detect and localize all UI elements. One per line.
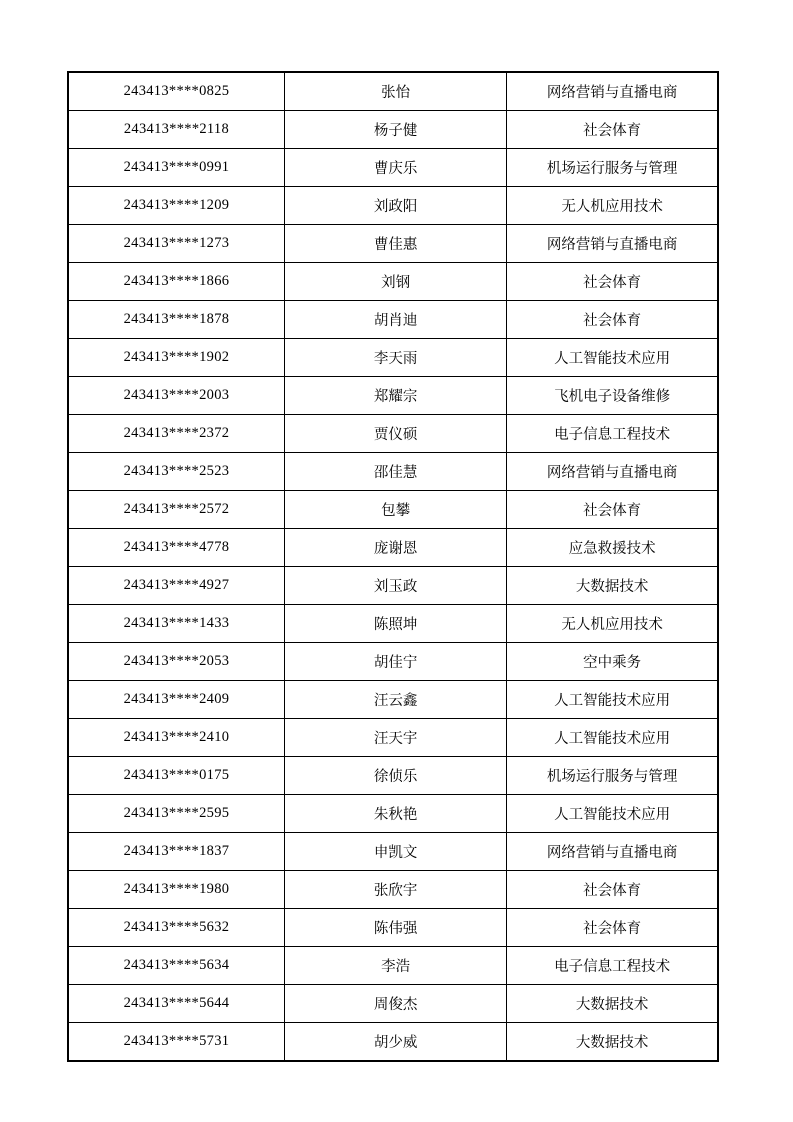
candidate-id-cell: 243413****2003 — [68, 377, 284, 415]
candidate-name-cell: 杨子健 — [284, 111, 506, 149]
candidate-name-cell: 申凯文 — [284, 833, 506, 871]
table-row — [68, 187, 718, 225]
candidate-name-cell: 曹庆乐 — [284, 149, 506, 187]
admitted-major-cell: 无人机应用技术 — [507, 187, 718, 225]
candidate-name-cell: 陈伟强 — [284, 909, 506, 947]
candidate-id-cell: 243413****1433 — [68, 605, 284, 643]
admission-roster-table — [67, 71, 719, 1062]
candidate-name-cell: 胡佳宁 — [284, 643, 506, 681]
admitted-major-cell: 人工智能技术应用 — [507, 339, 718, 377]
candidate-id-cell: 243413****0991 — [68, 149, 284, 187]
candidate-id-cell: 243413****2595 — [68, 795, 284, 833]
admitted-major-cell: 无人机应用技术 — [507, 605, 718, 643]
table-row — [68, 263, 718, 301]
admitted-major-cell: 人工智能技术应用 — [507, 795, 718, 833]
admitted-major-cell: 电子信息工程技术 — [507, 947, 718, 985]
table-row — [68, 567, 718, 605]
admitted-major-cell: 社会体育 — [507, 301, 718, 339]
candidate-id-cell: 243413****5632 — [68, 909, 284, 947]
candidate-id-cell: 243413****5644 — [68, 985, 284, 1023]
table-row — [68, 491, 718, 529]
admitted-major-cell: 机场运行服务与管理 — [507, 757, 718, 795]
candidate-name-cell: 张怡 — [284, 72, 506, 111]
candidate-name-cell: 邵佳慧 — [284, 453, 506, 491]
candidate-name-cell: 胡少威 — [284, 1023, 506, 1062]
candidate-id-cell: 243413****1209 — [68, 187, 284, 225]
candidate-name-cell: 徐侦乐 — [284, 757, 506, 795]
candidate-id-cell: 243413****1980 — [68, 871, 284, 909]
table-row — [68, 757, 718, 795]
candidate-name-cell: 贾仪硕 — [284, 415, 506, 453]
admitted-major-cell: 社会体育 — [507, 263, 718, 301]
admitted-major-cell: 大数据技术 — [507, 567, 718, 605]
candidate-name-cell: 包攀 — [284, 491, 506, 529]
candidate-id-cell: 243413****4927 — [68, 567, 284, 605]
candidate-id-cell: 243413****2572 — [68, 491, 284, 529]
candidate-name-cell: 张欣宇 — [284, 871, 506, 909]
candidate-id-cell: 243413****2053 — [68, 643, 284, 681]
table-row — [68, 301, 718, 339]
table-row — [68, 909, 718, 947]
candidate-name-cell: 刘政阳 — [284, 187, 506, 225]
candidate-id-cell: 243413****2523 — [68, 453, 284, 491]
admitted-major-cell: 机场运行服务与管理 — [507, 149, 718, 187]
candidate-name-cell: 胡肖迪 — [284, 301, 506, 339]
admitted-major-cell: 人工智能技术应用 — [507, 719, 718, 757]
table-row — [68, 605, 718, 643]
candidate-id-cell: 243413****5731 — [68, 1023, 284, 1062]
admitted-major-cell: 网络营销与直播电商 — [507, 225, 718, 263]
table-row — [68, 111, 718, 149]
candidate-name-cell: 朱秋艳 — [284, 795, 506, 833]
candidate-name-cell: 周俊杰 — [284, 985, 506, 1023]
candidate-id-cell: 243413****4778 — [68, 529, 284, 567]
candidate-name-cell: 庞谢恩 — [284, 529, 506, 567]
candidate-id-cell: 243413****2118 — [68, 111, 284, 149]
table-row — [68, 377, 718, 415]
table-row — [68, 833, 718, 871]
candidate-id-cell: 243413****1837 — [68, 833, 284, 871]
candidate-id-cell: 243413****1878 — [68, 301, 284, 339]
admitted-major-cell: 社会体育 — [507, 491, 718, 529]
table-row — [68, 72, 718, 111]
candidate-name-cell: 曹佳惠 — [284, 225, 506, 263]
table-row — [68, 225, 718, 263]
admitted-major-cell: 网络营销与直播电商 — [507, 833, 718, 871]
admitted-major-cell: 大数据技术 — [507, 1023, 718, 1062]
table-row — [68, 149, 718, 187]
table-row — [68, 643, 718, 681]
candidate-id-cell: 243413****1902 — [68, 339, 284, 377]
admitted-major-cell: 应急救援技术 — [507, 529, 718, 567]
admitted-major-cell: 人工智能技术应用 — [507, 681, 718, 719]
candidate-name-cell: 李浩 — [284, 947, 506, 985]
candidate-name-cell: 汪云鑫 — [284, 681, 506, 719]
table-row — [68, 947, 718, 985]
table-row — [68, 795, 718, 833]
table-row — [68, 719, 718, 757]
candidate-name-cell: 刘钢 — [284, 263, 506, 301]
table-body — [68, 72, 718, 1061]
table-row — [68, 681, 718, 719]
candidate-id-cell: 243413****1273 — [68, 225, 284, 263]
admitted-major-cell: 网络营销与直播电商 — [507, 72, 718, 111]
candidate-id-cell: 243413****1866 — [68, 263, 284, 301]
candidate-name-cell: 李天雨 — [284, 339, 506, 377]
admitted-major-cell: 电子信息工程技术 — [507, 415, 718, 453]
candidate-name-cell: 汪天宇 — [284, 719, 506, 757]
admitted-major-cell: 社会体育 — [507, 871, 718, 909]
table-row — [68, 1023, 718, 1062]
candidate-name-cell: 郑耀宗 — [284, 377, 506, 415]
candidate-id-cell: 243413****5634 — [68, 947, 284, 985]
table-row — [68, 339, 718, 377]
candidate-id-cell: 243413****0825 — [68, 72, 284, 111]
candidate-id-cell: 243413****2409 — [68, 681, 284, 719]
table-row — [68, 453, 718, 491]
admitted-major-cell: 社会体育 — [507, 909, 718, 947]
admitted-major-cell: 社会体育 — [507, 111, 718, 149]
admitted-major-cell: 飞机电子设备维修 — [507, 377, 718, 415]
candidate-name-cell: 陈照坤 — [284, 605, 506, 643]
admitted-major-cell: 空中乘务 — [507, 643, 718, 681]
candidate-id-cell: 243413****2410 — [68, 719, 284, 757]
table-row — [68, 871, 718, 909]
table-row — [68, 529, 718, 567]
candidate-id-cell: 243413****2372 — [68, 415, 284, 453]
candidate-name-cell: 刘玉政 — [284, 567, 506, 605]
admitted-major-cell: 网络营销与直播电商 — [507, 453, 718, 491]
admitted-major-cell: 大数据技术 — [507, 985, 718, 1023]
candidate-id-cell: 243413****0175 — [68, 757, 284, 795]
table-row — [68, 985, 718, 1023]
table-row — [68, 415, 718, 453]
